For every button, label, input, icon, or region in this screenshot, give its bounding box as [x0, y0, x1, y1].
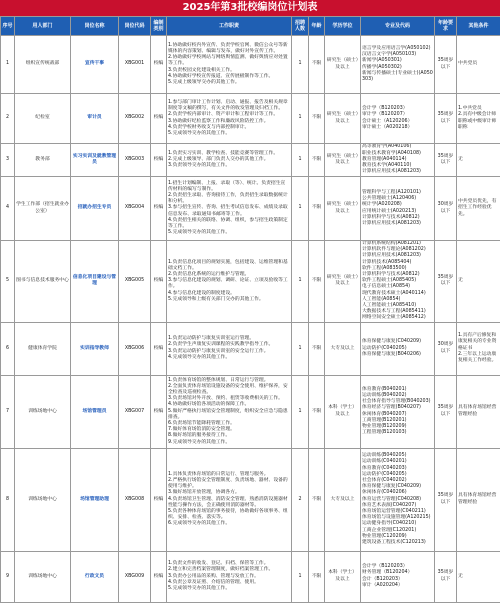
major-line: 工商企业管理(C120201)	[362, 528, 433, 534]
major-line: 体育场馆运营管理(C040211)	[362, 509, 433, 515]
duty-line: 9.完成领导交办的其他工作。	[168, 440, 290, 446]
cell-dept: 组织宣传统战部	[15, 36, 71, 94]
major-line: 社会体育指导与管理(B040203)	[362, 399, 433, 405]
duty-line: 3.参与信息化建设的规划、调研、论证、立项及验收等工作。	[168, 278, 290, 290]
header-cell-category: 编制类别	[151, 17, 167, 36]
duty-line: 2.协助做好学校网站与网络舆情监测、做好舆情应对处置等工作。	[168, 55, 290, 67]
header-row	[1, 17, 500, 36]
major-line: 教育技术学(A040110)	[362, 163, 433, 169]
major-line: 体育保健与康复(C040209)	[362, 484, 433, 490]
duty-line: 1.负责实习实训、教学检查、技能竞赛等管理工作。	[168, 151, 290, 157]
duty-line: 1.负责文件的收发、登记、归档、保管等工作。	[168, 561, 290, 567]
major-line: 运动训练(B040205)	[362, 453, 433, 459]
duty-line: 3.做好场馆开放管理，协调各方。	[168, 490, 290, 496]
header-cell-code: 岗位代码	[119, 17, 151, 36]
cell-age-req: 35周岁以下	[435, 94, 457, 144]
major-line: 工程管理(B120103)	[362, 430, 433, 436]
cell-category: 校编	[151, 322, 167, 375]
cell-position: 招就办招生专员	[71, 177, 119, 241]
header-cell-dept: 用人部门	[15, 17, 71, 36]
cell-dept: 健康体育学院	[15, 322, 71, 375]
duty-line: 4.协助做好学校宣传报道、宣传展板制作等工作。	[168, 74, 290, 80]
cell-other	[457, 375, 500, 448]
header-cell-position: 岗位名称	[71, 17, 119, 36]
duty-line: 5.做好严格执行场馆安全管理制度，组织安全应急与隐患排查。	[168, 409, 290, 421]
major-line: 计算机应用技术(A081203)	[362, 253, 433, 259]
duty-line: 2.全面负责体育场馆设施设备的安全使用、维护保养，安全检查及巡视检查。	[168, 384, 290, 396]
table-body	[1, 36, 500, 603]
cell-age: 不限	[309, 241, 325, 323]
cell-other	[457, 322, 500, 375]
cell-age: 不限	[309, 551, 325, 602]
cell-dept: 训练场地中心	[15, 375, 71, 448]
major-line: 体育教育(C040203)	[362, 466, 433, 472]
cell-age: 不限	[309, 94, 325, 144]
cell-code: XBG005	[119, 241, 151, 323]
major-line: 计算机应用技术(A081203)	[362, 221, 433, 227]
cell-education: 研究生（硕士）及以上	[325, 144, 361, 177]
major-line: 职业技术教育学(A040108)	[362, 151, 433, 157]
cell-majors	[361, 448, 435, 551]
cell-position: 审计员	[71, 94, 119, 144]
major-line: 社会体育(C040202)	[362, 478, 433, 484]
major-line: 审计（A020204）	[362, 583, 433, 589]
job-plan-table	[0, 16, 500, 603]
cell-education: 研究生（硕士）及以上	[325, 36, 361, 94]
duty-line: 3.协助做好纪检监察工作和廉政风险防控工作。	[168, 119, 290, 125]
duty-line: 1.负责体育场馆的整体规划、日常运行与管理。	[168, 378, 290, 384]
cell-code: XBG008	[119, 448, 151, 551]
cell-other	[457, 94, 500, 144]
cell-duties	[167, 241, 292, 323]
major-line: 高等教育学(A040106)	[362, 144, 433, 150]
major-line: 电子信息硕士(A0854)	[362, 284, 433, 290]
table-row	[1, 36, 500, 94]
duty-line: 3.负责领导交办的其他工作。	[168, 163, 290, 169]
major-line: 体育场馆与设施管理(A120215)	[362, 515, 433, 521]
major-line: 运动训练(B040202)	[362, 393, 433, 399]
major-line: 会计硕士（A120206）	[362, 119, 433, 125]
duty-line: 4.负责学校财务收支与内部控制审计。	[168, 125, 290, 131]
cell-position: 行政文员	[71, 551, 119, 602]
other-conditions-text: 1.中共党员 2.具有中级会计师职称或中级审计师职称	[458, 106, 496, 130]
duty-line: 3.负责场馆对外开放、预约、租赁等收费相关的工作。	[168, 396, 290, 402]
cell-other	[457, 36, 500, 94]
major-line: 新闻与传播硕士(专业硕士)(A050303)	[362, 71, 433, 83]
cell-other	[457, 241, 500, 323]
major-line: 计算机软件与理论(A081202)	[362, 247, 433, 253]
cell-majors	[361, 322, 435, 375]
cell-majors	[361, 36, 435, 94]
cell-category: 校编	[151, 448, 167, 551]
major-line: 体育保健与康复(B040206)	[362, 352, 433, 358]
cell-no: 4	[1, 177, 15, 241]
cell-duties	[167, 144, 292, 177]
cell-category: 校编	[151, 144, 167, 177]
cell-dept: 图书与信息技术服务中心	[15, 241, 71, 323]
major-line: 运动训练(C040201)	[362, 459, 433, 465]
duty-line: 1.具体负责体育场馆的日常运行、管理与服务。	[168, 472, 290, 478]
major-line: 物业管理(C120209)	[362, 534, 433, 540]
cell-age: 不限	[309, 36, 325, 94]
major-line: 公共管理硕士(A120406)	[362, 196, 433, 202]
cell-category: 校编	[151, 551, 167, 602]
duty-line: 2.负责学校内部审计、资产审计和工程审计等工作。	[168, 112, 290, 118]
cell-no: 7	[1, 375, 15, 448]
cell-category: 校编	[151, 375, 167, 448]
major-line: 教育管理(A040114)	[362, 157, 433, 163]
cell-dept: 训练场地中心	[15, 448, 71, 551]
cell-age-req: 35周岁以下	[435, 36, 457, 94]
table-row	[1, 241, 500, 323]
other-conditions-text: 无	[458, 574, 463, 579]
duty-line: 3.负责办公用品的采购、管理与发放工作。	[168, 574, 290, 580]
cell-dept: 学生工作部（招生就业办公室）	[15, 177, 71, 241]
cell-age-req: 35周岁以下	[435, 551, 457, 602]
cell-dept: 纪检室	[15, 94, 71, 144]
duty-line: 2.负责招生录取、咨询接待工作，负责招生录取数据统计和分析。	[168, 193, 290, 205]
header-cell-education: 学历学位	[325, 17, 361, 36]
major-line: 软件工程(A083500)	[362, 266, 433, 272]
duty-line: 3.参与招生宣传、咨询、招生考试信息发布、成绩及录取信息发布、录取通知书邮寄等工作。	[168, 205, 290, 217]
duty-line: 2.完成上级领导、部门负责人交办的其他工作。	[168, 157, 290, 163]
cell-count: 1	[292, 551, 309, 602]
table-row	[1, 322, 500, 375]
major-line: 审计学（B120207）	[362, 112, 433, 118]
cell-no: 2	[1, 94, 15, 144]
cell-age-req: 35周岁以下	[435, 375, 457, 448]
cell-education: 研究生（硕士）及以上	[325, 177, 361, 241]
major-line: 会计（B120203）	[362, 577, 433, 583]
cell-position: 宣传干事	[71, 36, 119, 94]
cell-age: 不限	[309, 144, 325, 177]
major-line: 体育运营与管理(C040208)	[362, 497, 433, 503]
major-line: 人工智能硕士(A085410)	[362, 303, 433, 309]
cell-category: 校编	[151, 177, 167, 241]
cell-code: XBG006	[119, 322, 151, 375]
duty-line: 4.协助做好场馆各项活动的保障工作。	[168, 402, 290, 408]
other-conditions-text: 1.具有产后修复和康复相关的专业资格证书 2.三年以上运动康复相关工作经验。	[458, 333, 496, 363]
duty-line: 7.做好体育场馆消防安全管理。	[168, 427, 290, 433]
cell-majors	[361, 144, 435, 177]
cell-no: 5	[1, 241, 15, 323]
major-line: 体育教育(B040201)	[362, 387, 433, 393]
cell-age-req: 30周岁以下	[435, 322, 457, 375]
major-line: 工商管理(B120201)	[362, 418, 433, 424]
duty-line: 1.参与部门审计工作计划、启动、通报、报告及相关规章制度等文稿的撰写，有关文件的收发管理及归档工作。	[168, 100, 290, 112]
major-line: 大数据技术与工程(A085411)	[362, 309, 433, 315]
cell-education: 大专及以上	[325, 322, 361, 375]
major-line: 软件工程硕士(A085405)	[362, 278, 433, 284]
cell-no: 1	[1, 36, 15, 94]
cell-no: 3	[1, 144, 15, 177]
page-title: 2025年第3批校编岗位计划表	[0, 0, 500, 16]
cell-majors	[361, 551, 435, 602]
cell-position: 场馆管理员	[71, 375, 119, 448]
duty-line: 5.负责各种体育场馆的事务接待，协助做好各项事务、组织、安排、检查、落实等。	[168, 509, 290, 521]
major-line: 计算机技术(A085404)	[362, 260, 433, 266]
cell-majors	[361, 177, 435, 241]
major-line: 计算机应用技术(A081203)	[362, 169, 433, 175]
cell-code: XBG009	[119, 551, 151, 602]
header-cell-other: 其他条件	[457, 17, 500, 36]
other-conditions-text: 具有体育场馆经营管理经验	[458, 493, 496, 504]
table-row	[1, 448, 500, 551]
major-line: 应用统计硕士(A020213)	[362, 209, 433, 215]
cell-code: XBG004	[119, 177, 151, 241]
cell-age-req: 35周岁以下	[435, 448, 457, 551]
table-row	[1, 551, 500, 602]
header-cell-age: 年龄	[309, 17, 325, 36]
major-line: 会计学（B120203）	[362, 564, 433, 570]
header-cell-majors: 专业及代码	[361, 17, 435, 36]
duty-line: 2.负责学生声康复实训课程的实践教学指导工作。	[168, 342, 290, 348]
major-line: 汉语言文字学(A050103)	[362, 52, 433, 58]
other-conditions-text: 无	[458, 278, 463, 283]
major-line: 运动防护(C040205)	[362, 472, 433, 478]
cell-majors	[361, 94, 435, 144]
cell-age-req: 30周岁以下	[435, 177, 457, 241]
other-conditions-text: 具有体育场馆经营管理经验	[458, 405, 496, 416]
major-line: 现代教育技术硕士(A040114)	[362, 291, 433, 297]
major-line: 网络空间安全硕士(A085412)	[362, 315, 433, 321]
cell-count: 1	[292, 375, 309, 448]
duty-line: 1.负责信息化项目的规划实施，包括建设、运维管理和基础文档工作。	[168, 260, 290, 272]
major-line: 语言学及应用语言学(A050102)	[362, 46, 433, 52]
cell-position: 实习实训及就教管理员	[71, 144, 119, 177]
duty-line: 1.招生计划编制、上报、录取（等）、统计。负责招生宣传材料的编写与制作。	[168, 181, 290, 193]
cell-age: 不限	[309, 375, 325, 448]
duty-line: 4.参与信息化建设的制度建设。	[168, 291, 290, 297]
major-line: 会计学（B120203）	[362, 106, 433, 112]
header-cell-age-req: 年龄要求	[435, 17, 457, 36]
cell-age-req: 35周岁以下	[435, 241, 457, 323]
duty-line: 4.负责公章及证照、介绍信的管理、使用。	[168, 580, 290, 586]
cell-duties	[167, 177, 292, 241]
cell-education: 研究生（硕士）及以上	[325, 241, 361, 323]
cell-position: 信息化项目建设与管理	[71, 241, 119, 323]
major-line: 计算机系统结构(A081201)	[362, 241, 433, 247]
cell-count: 1	[292, 94, 309, 144]
table-row	[1, 375, 500, 448]
major-line: 人工智能(A0854)	[362, 297, 433, 303]
cell-count: 1	[292, 322, 309, 375]
duty-line: 5.完成领导和上级有关部门交办的其他工作。	[168, 297, 290, 303]
major-line: 新闻学(A050301)	[362, 58, 433, 64]
other-conditions-text: 中共党员优先，有招生工作经验优先。	[458, 199, 496, 216]
duty-line: 5.完成上级领导交办的其他工作。	[168, 80, 290, 86]
other-conditions-text: 无	[458, 157, 463, 162]
cell-other	[457, 144, 500, 177]
cell-dept: 训练场地中心	[15, 551, 71, 602]
cell-no: 9	[1, 551, 15, 602]
cell-age: 不限	[309, 448, 325, 551]
cell-age: 不限	[309, 177, 325, 241]
cell-position: 场馆管理助理	[71, 448, 119, 551]
table-row	[1, 94, 500, 144]
cell-duties	[167, 322, 292, 375]
duty-line: 2.负责信息化系统的运行维护与管理。	[168, 272, 290, 278]
cell-no: 8	[1, 448, 15, 551]
cell-count: 1	[292, 36, 309, 94]
cell-education: 本科（学士）及以上	[325, 551, 361, 602]
major-line: 体育艺术表演(C040207)	[362, 503, 433, 509]
cell-education: 大专及以上	[325, 448, 361, 551]
table-row	[1, 177, 500, 241]
cell-majors	[361, 375, 435, 448]
cell-other	[457, 551, 500, 602]
duty-line: 6.完成领导交办的其他工作。	[168, 521, 290, 527]
cell-duties	[167, 448, 292, 551]
duty-line: 2.建立和完善档案管理制度，做好档案管理工作。	[168, 567, 290, 573]
cell-count: 1	[292, 241, 309, 323]
duty-line: 4.负责场馆卫生管理、消防安全管理、熟悉消防设施器材性能与操作方法，会正确使用消防器材等。	[168, 497, 290, 509]
major-line: 物业管理(B120209)	[362, 424, 433, 430]
cell-other	[457, 177, 500, 241]
major-line: 运动健身指导(C040210)	[362, 521, 433, 527]
cell-no: 6	[1, 322, 15, 375]
cell-dept: 教务部	[15, 144, 71, 177]
cell-other	[457, 448, 500, 551]
cell-position: 实训指导教师	[71, 322, 119, 375]
major-line: 休闲体育(C040206)	[362, 490, 433, 496]
major-line: 管理科学与工程(A120101)	[362, 190, 433, 196]
duty-line: 1.协助做好校内外宣传、负责学校官网、微信公众号等新媒体的内容策划、编辑与发布，做好对外宣传工作。	[168, 43, 290, 55]
cell-count: 2	[292, 448, 309, 551]
cell-education: 研究生（硕士）及以上	[325, 94, 361, 144]
cell-duties	[167, 375, 292, 448]
cell-majors	[361, 241, 435, 323]
major-line: 运动防护(C040205)	[362, 346, 433, 352]
major-line: 财务管理（B120204）	[362, 570, 433, 576]
duty-line: 2.严格执行场馆安全管理制度、负责场地、器材、设备的使用与维护。	[168, 478, 290, 490]
cell-count: 1	[292, 144, 309, 177]
major-line: 审计硕士（A020218）	[362, 125, 433, 131]
duty-line: 6.负责场馆节能降耗管理工作。	[168, 421, 290, 427]
cell-category: 校编	[151, 241, 167, 323]
duty-line: 5.完成领导交办的其他工作。	[168, 586, 290, 592]
duty-line: 4.负责招生相关的联络、协调、组织，参与招生政策制定等工作。	[168, 218, 290, 230]
cell-duties	[167, 94, 292, 144]
duty-line: 4.完成领导交办的其他工作。	[168, 355, 290, 361]
cell-count: 1	[292, 177, 309, 241]
major-line: 休闲体育(B040207)	[362, 412, 433, 418]
cell-category: 校编	[151, 36, 167, 94]
cell-category: 校编	[151, 94, 167, 144]
other-conditions-text: 中共党员	[458, 61, 477, 66]
major-line: 传播学(A050302)	[362, 65, 433, 71]
cell-age: 不限	[309, 322, 325, 375]
cell-code: XBG001	[119, 36, 151, 94]
major-line: 建筑设备工程技术(C120213)	[362, 540, 433, 546]
cell-age-req: 35周岁以下	[435, 144, 457, 177]
duty-line: 3.负责运动防护与康复实训室的安全运行工作。	[168, 349, 290, 355]
major-line: 计算机科学与技术(A0812)	[362, 215, 433, 221]
major-line: 统计学(A020208)	[362, 202, 433, 208]
duty-line: 1.负责运动防护与康复实训室运行管理。	[168, 336, 290, 342]
duty-line: 5.完成领导交办的其他工作。	[168, 230, 290, 236]
major-line: 计算机科学与技术(A0812)	[362, 272, 433, 278]
major-line: 体育经济与管理(B040207)	[362, 405, 433, 411]
cell-code: XBG007	[119, 375, 151, 448]
table-row	[1, 144, 500, 177]
duty-line: 5.完成领导交办的其他工作。	[168, 131, 290, 137]
header-cell-count: 招聘人数	[292, 17, 309, 36]
header-cell-duties: 工作职责	[167, 17, 292, 36]
duty-line: 8.做好场馆的服务接待工作。	[168, 433, 290, 439]
cell-code: XBG003	[119, 144, 151, 177]
cell-duties	[167, 551, 292, 602]
cell-duties	[167, 36, 292, 94]
header-cell-no: 序号	[1, 17, 15, 36]
cell-code: XBG002	[119, 94, 151, 144]
cell-education: 本科（学士）及以上	[325, 375, 361, 448]
major-line: 体育保健与康复(C040209)	[362, 339, 433, 345]
duty-line: 3.负责校园文化建设相关工作。	[168, 68, 290, 74]
